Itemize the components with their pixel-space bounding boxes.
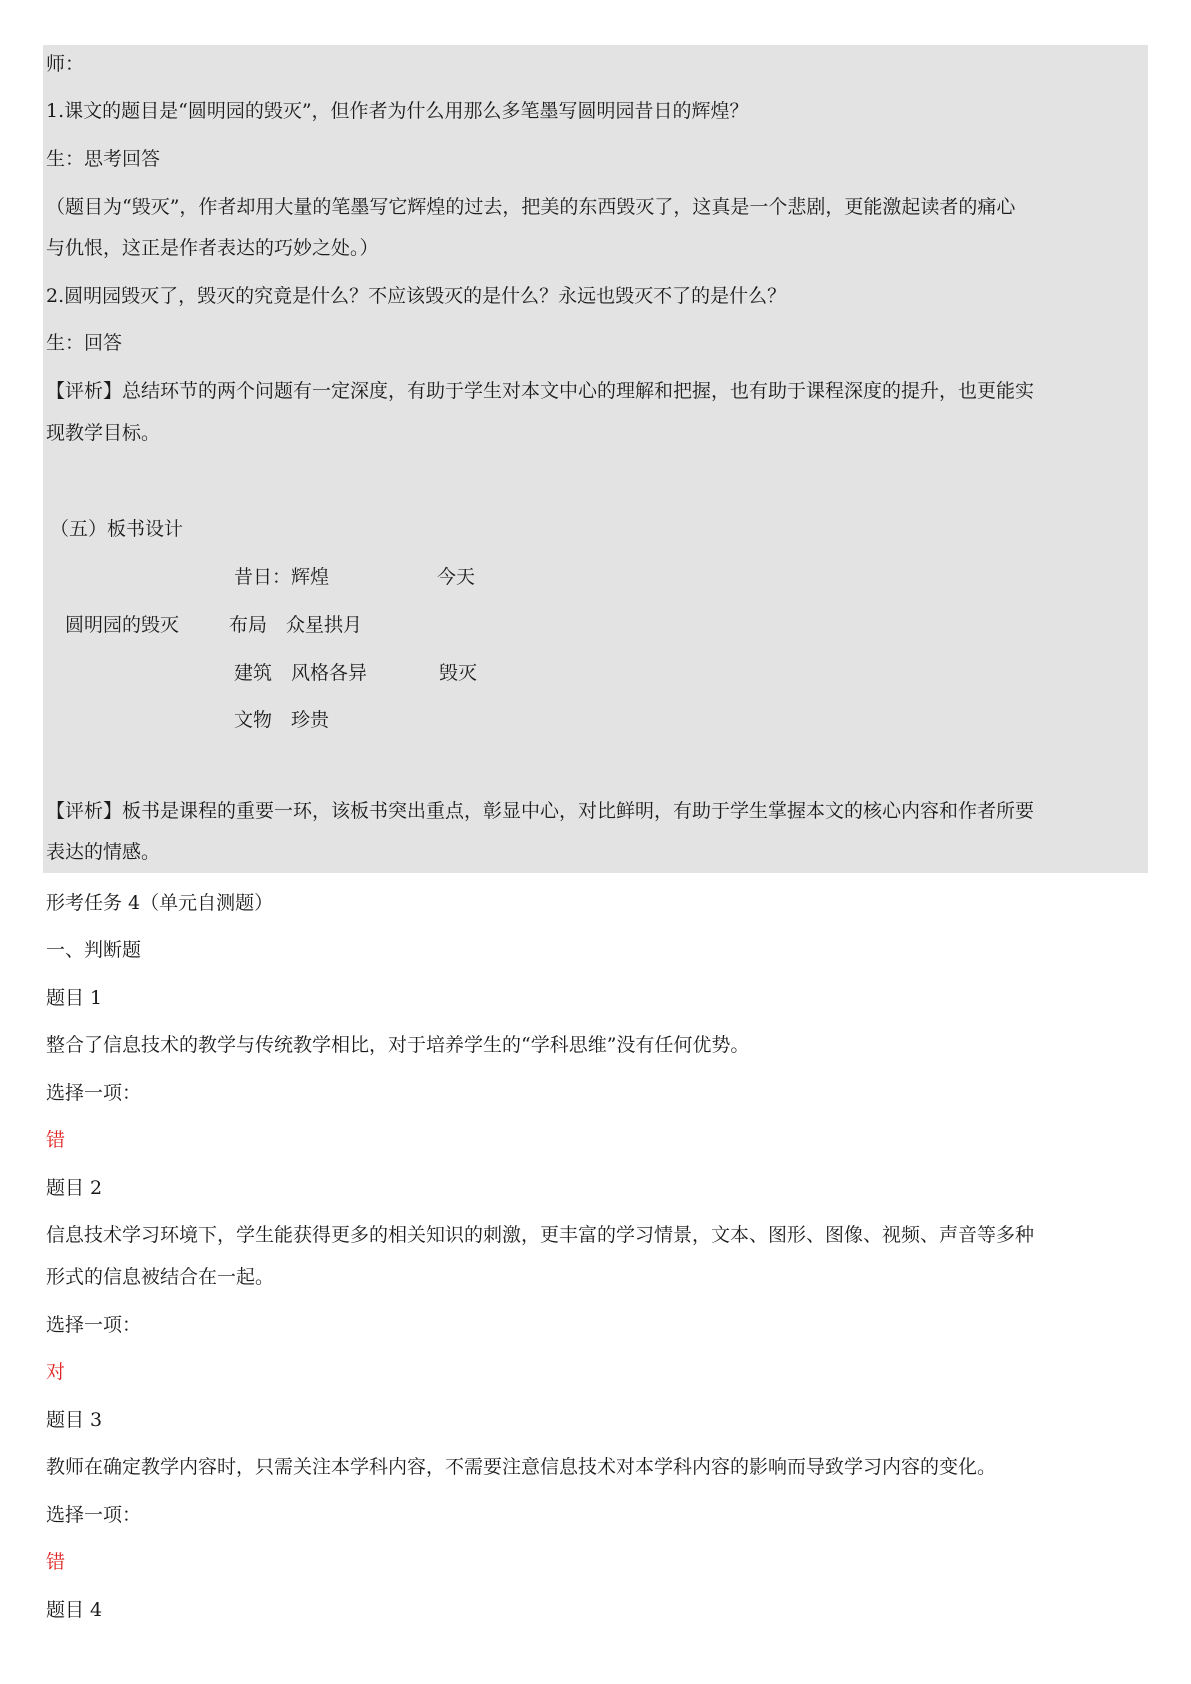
question-text-line-2: 形式的信息被结合在一起。 (46, 1266, 275, 1288)
board-past: 昔日：辉煌 (234, 566, 330, 588)
board-layout: 布局 众星拱月 (229, 614, 363, 636)
question-text: 整合了信息技术的教学与传统教学相比，对于培养学生的“学科思维”没有任何优势。 (46, 1034, 750, 1056)
question-label: 题目 1 (46, 987, 103, 1009)
question-text-line-1: 信息技术学习环境下，学生能获得更多的相关知识的刺激，更丰富的学习情景，文本、图形、图像、视频、声音等多种 (46, 1224, 1035, 1246)
student-response-2: 生：回答 (46, 332, 123, 354)
comment-2-line-1: 【评析】板书是课程的重要一环，该板书突出重点，彰显中心，对比鲜明，有助于学生掌握本文的核心内容和作者所要 (46, 800, 1035, 822)
comment-1-line-1: 【评析】总结环节的两个问题有一定深度，有助于学生对本文中心的理解和把握，也有助于课程深度的提升，也更能实 (46, 380, 1035, 402)
explanation-line-2: 与仇恨，这正是作者表达的巧妙之处。） (46, 237, 379, 259)
comment-2-line-2: 表达的情感。 (46, 841, 161, 863)
choose-one-label: 选择一项： (46, 1082, 142, 1104)
board-relics: 文物 珍贵 (234, 709, 330, 731)
answer: 错 (46, 1129, 66, 1151)
answer: 对 (46, 1361, 66, 1383)
shaded-lesson-block (43, 45, 1148, 873)
question-text: 教师在确定教学内容时，只需关注本学科内容，不需要注意信息技术对本学科内容的影响而导致学习内容的变化。 (46, 1456, 997, 1478)
question-label: 题目 2 (46, 1177, 103, 1199)
board-destroyed: 毁灭 (439, 662, 478, 684)
question-1: 1.课文的题目是“圆明园的毁灭”，但作者为什么用那么多笔墨写圆明园昔日的辉煌？ (46, 100, 749, 122)
board-title: 圆明园的毁灭 (65, 614, 180, 636)
explanation-line-1: （题目为“毁灭”，作者却用大量的笔墨写它辉煌的过去，把美的东西毁灭了，这真是一个悲剧，更能激起读者的痛心 (46, 196, 1016, 218)
board-today: 今天 (437, 566, 476, 588)
board-design-heading: （五）板书设计 (50, 518, 184, 540)
teacher-label: 师： (46, 53, 85, 75)
question-label: 题目 3 (46, 1409, 103, 1431)
board-building: 建筑 风格各异 (234, 662, 368, 684)
section-title: 一、判断题 (46, 939, 142, 961)
answer: 错 (46, 1551, 66, 1573)
comment-1-line-2: 现教学目标。 (46, 422, 161, 444)
question-label: 题目 4 (46, 1599, 103, 1621)
choose-one-label: 选择一项： (46, 1504, 142, 1526)
student-response-1: 生：思考回答 (46, 148, 161, 170)
choose-one-label: 选择一项： (46, 1314, 142, 1336)
question-2: 2.圆明园毁灭了，毁灭的究竟是什么？不应该毁灭的是什么？永远也毁灭不了的是什么？ (46, 285, 787, 307)
task-title: 形考任务 4（单元自测题） (46, 892, 274, 914)
